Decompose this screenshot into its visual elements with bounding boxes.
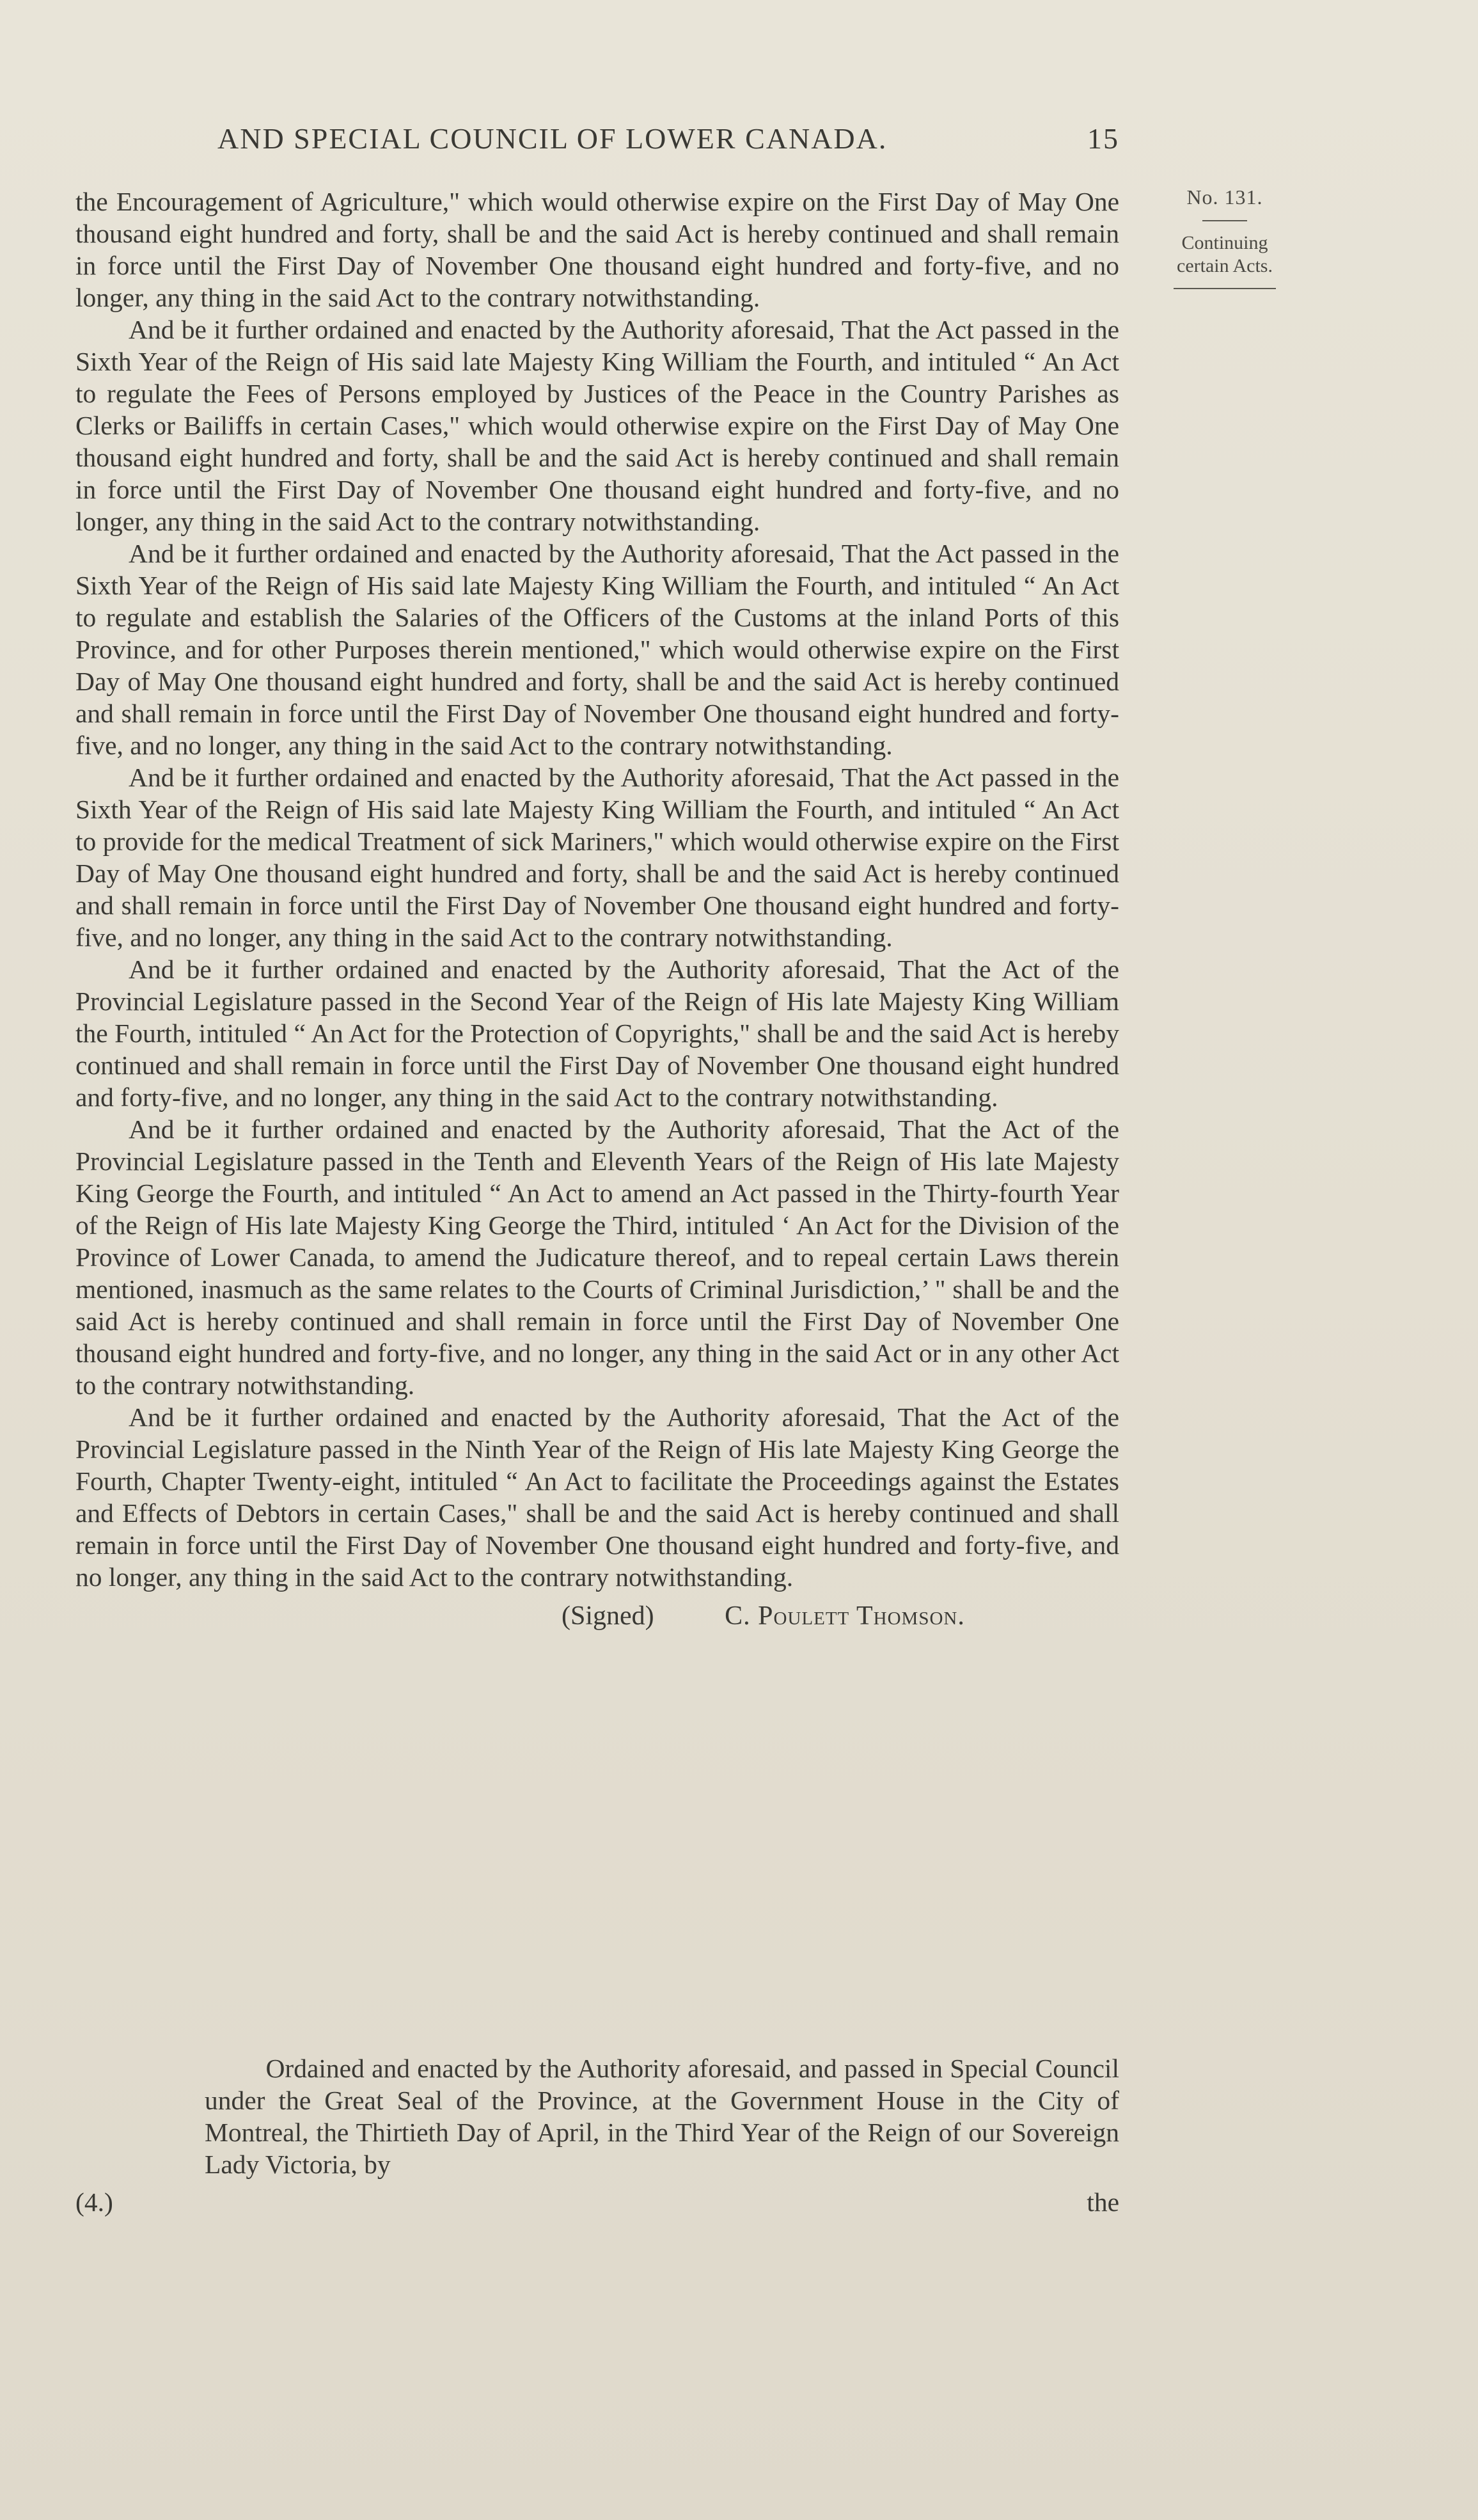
signature-line — [75, 1598, 1119, 1634]
paragraph-5: And be it further ordained and enacted by the Authority aforesaid, That the Act of the Provincial Legislature passed in the Second Year of the Reign of His late Majesty King William the Fourth, intituled “ An Act for the Protection of Copyrights," shall be and the said Act is hereby continued and shall remain in force until the First Day of November One thousand eight hundred and forty-five, and no longer, any thing in the said Act to the contrary notwithstanding. — [75, 955, 1119, 1112]
paragraph-1: the Encouragement of Agriculture," which would otherwise expire on the First Day of May One thousand eight hundred and forty, shall be and the said Act is hereby continued and shall remain in force until the First Day of November One thousand eight hundred and forty-five, and no longer, any thing in the said Act to the contrary notwithstanding. — [75, 187, 1119, 312]
margin-rule-long — [1174, 288, 1276, 289]
margin-note-line1: Continuing — [1181, 232, 1268, 253]
margin-note-line2: certain Acts. — [1177, 255, 1273, 276]
paragraph-7: And be it further ordained and enacted by the Authority aforesaid, That the Act of the Provincial Legislature passed in the Ninth Year of the Reign of His late Majesty King George the Fourth, Chapter Twenty-eight, intituled “ An Act to facilitate the Proceedings against the Estates and Effects of Debtors in certain Cases," shall be and the said Act is hereby continued and shall remain in force until the First Day of November One thousand eight hundred and forty-five, and no longer, any thing in the said Act to the contrary notwithstanding. — [75, 1402, 1119, 1592]
paragraph-3: And be it further ordained and enacted by the Authority aforesaid, That the Act passed in the Sixth Year of the Reign of His said late Majesty King William the Fourth, and intituled “ An Act to regulate and establish the Salaries of the Officers of the Customs at the inland Ports of this Province, and for other Purposes therein mentioned," which would otherwise expire on the First Day of May One thousand eight hundred and forty, shall be and the said Act is hereby continued and shall remain in force until the First Day of November One thousand eight hundred and forty-five, and no longer, any thing in the said Act to the contrary notwithstanding. — [75, 539, 1119, 760]
signature-mark: (4.) — [75, 2187, 113, 2217]
page-number: 15 — [1087, 122, 1119, 155]
paragraph-2: And be it further ordained and enacted by the Authority aforesaid, That the Act passed in the Sixth Year of the Reign of His said late Majesty King William the Fourth, and intituled “ An Act to regulate the Fees of Persons employed by Justices of the Peace in the Country Parishes as Clerks or Bailiffs in certain Cases," which would otherwise expire on the First Day of May One thousand eight hundred and forty, shall be and the said Act is hereby continued and shall remain in force until the First Day of November One thousand eight hundred and forty-five, and no longer, any thing in the said Act to the contrary notwithstanding. — [75, 315, 1119, 536]
margin-note — [1164, 186, 1285, 289]
body-text — [75, 186, 1119, 1634]
closing-paragraph: Ordained and enacted by the Authority aforesaid, and passed in Special Council under the Great Seal of the Province, at the Government House in the City of Montreal, the Thirtieth Day of April, in the Third Year of the Reign of our Sovereign Lady Victoria, by — [205, 2054, 1119, 2179]
signed-label: (Signed) — [562, 1601, 654, 1631]
running-head — [211, 122, 1119, 166]
chapter-number: No. 131. — [1186, 186, 1263, 209]
signatory-name: C. Poulett Thomson. — [725, 1601, 965, 1631]
running-title: AND SPECIAL COUNCIL OF LOWER CANADA. — [217, 122, 888, 155]
paragraph-4: And be it further ordained and enacted by the Authority aforesaid, That the Act passed in the Sixth Year of the Reign of His said late Majesty King William the Fourth, and intituled “ An Act to provide for the medical Treatment of sick Mariners," which would otherwise expire on the First Day of May One thousand eight hundred and forty, shall be and the said Act is hereby continued and shall remain in force until the First Day of November One thousand eight hundred and forty-five, and no longer, any thing in the said Act to the contrary notwithstanding. — [75, 763, 1119, 952]
paragraph-6: And be it further ordained and enacted by the Authority aforesaid, That the Act of the Provincial Legislature passed in the Tenth and Eleventh Years of the Reign of His late Majesty King George the Fourth, and intituled “ An Act to amend an Act passed in the Thirty-fourth Year of the Reign of His late Majesty King George the Third, intituled ‘ An Act for the Division of the Province of Lower Canada, to amend the Judicature thereof, and to repeal certain Laws therein mentioned, inasmuch as the same relates to the Courts of Criminal Jurisdiction,’ " shall be and the said Act is hereby continued and shall remain in force until the First Day of November One thousand eight hundred and forty-five, and no longer, any thing in the said Act or in any other Act to the contrary notwithstanding. — [75, 1114, 1119, 1400]
catchword: the — [1087, 2187, 1119, 2217]
margin-rule-short — [1202, 220, 1247, 221]
page-footer — [75, 2187, 1119, 2225]
